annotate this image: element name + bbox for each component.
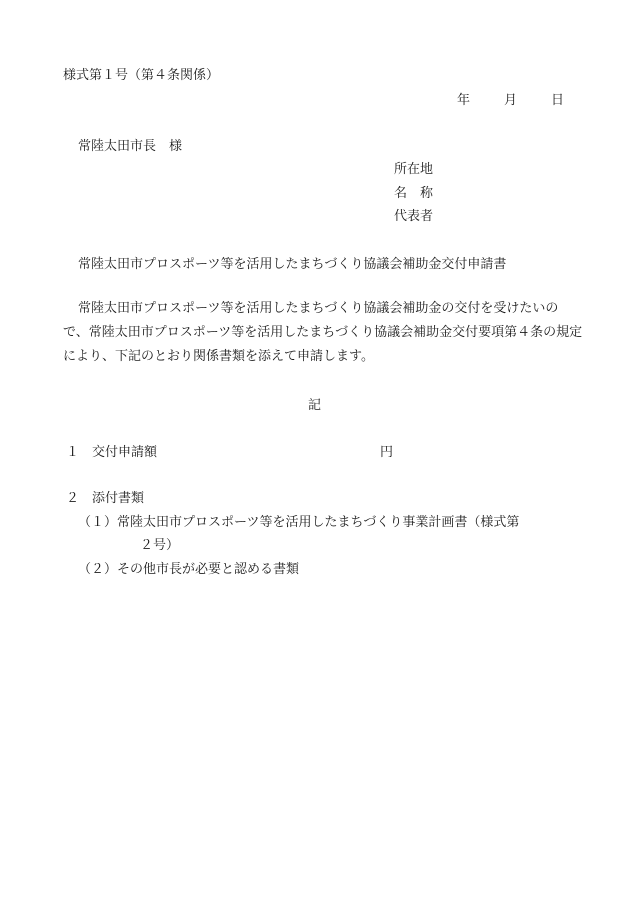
applicant-name-label: 名 称 [394, 186, 434, 201]
body-paragraph: 常陸太田市プロスポーツ等を活用したまちづくり協議会補助金の交付を受けたいので、常陸太田市プロスポーツ等を活用したまちづくり協議会補助金交付要項第４条の規定により、下記のとおり関係書類を添えて申請します。 [63, 301, 583, 364]
item-attachments: ２ 添付書類 [66, 491, 145, 506]
date-year-label: 年 [456, 93, 470, 108]
yen-unit: 円 [380, 445, 394, 460]
date-day-label: 日 [550, 93, 564, 108]
date-line [457, 94, 564, 107]
attachment-2: （２）その他市長が必要と認める書類 [78, 562, 300, 577]
item-application-amount: １ 交付申請額 [66, 445, 158, 460]
attachment-1-continued: ２号） [140, 538, 180, 553]
addressee: 常陸太田市長 様 [78, 139, 183, 154]
form-number: 様式第１号（第４条関係） [63, 68, 220, 83]
applicant-address-label: 所在地 [394, 162, 434, 177]
date-month-label: 月 [503, 93, 517, 108]
ki-heading: 記 [308, 398, 322, 413]
attachment-1: （１）常陸太田市プロスポーツ等を活用したまちづくり事業計画書（様式第 [78, 515, 520, 530]
applicant-representative-label: 代表者 [394, 209, 434, 224]
document-title: 常陸太田市プロスポーツ等を活用したまちづくり協議会補助金交付申請書 [78, 257, 507, 272]
